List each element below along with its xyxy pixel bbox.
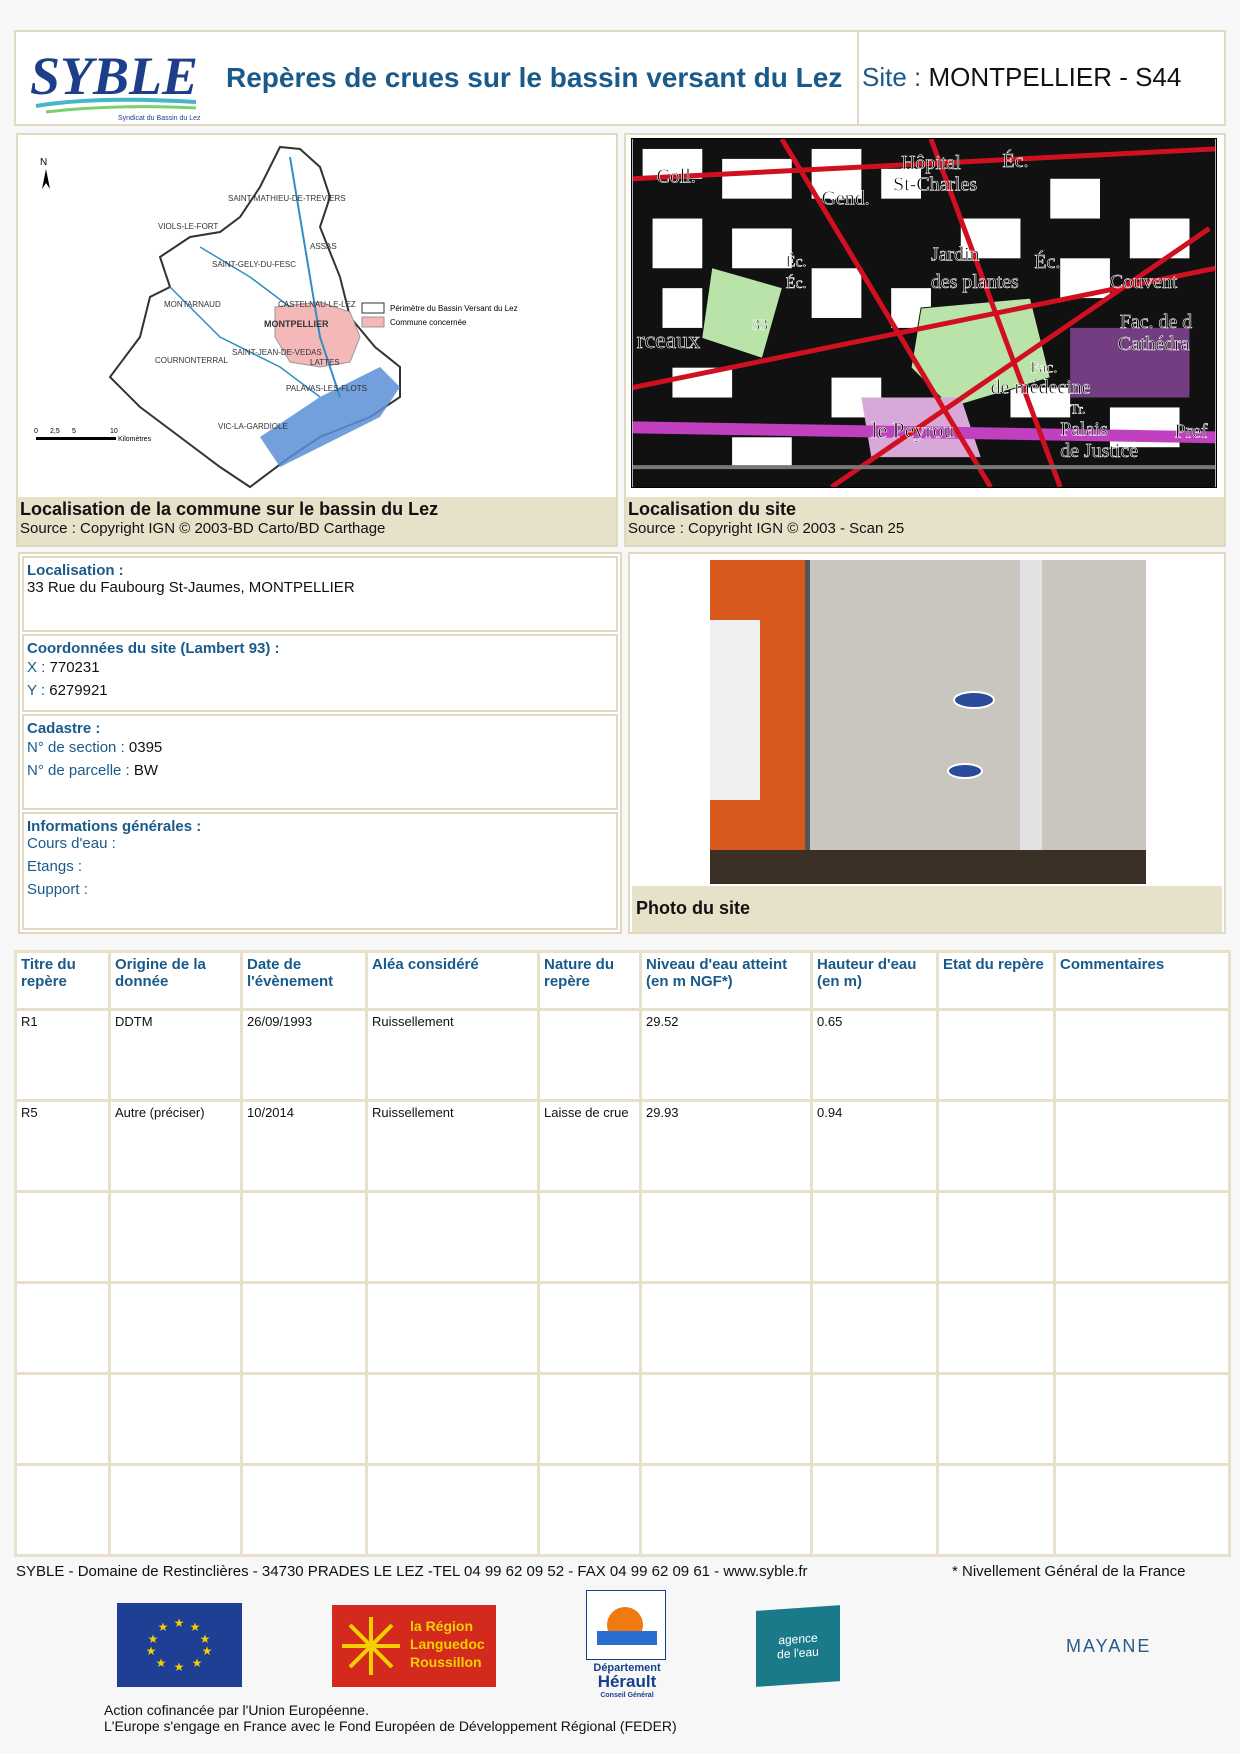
logo-text: SYBLE [30,46,199,106]
region-logo-line: Roussillon [410,1654,482,1670]
table-cell: R5 [16,1101,110,1192]
col-header: Titre du repère [16,952,110,1010]
svg-text:Palais: Palais [1060,418,1108,441]
map-right-caption-title: Localisation du site [628,499,797,519]
town-label: SAINT-MATHIEU-DE-TREVIERS [228,194,346,203]
svg-text:de Justice: de Justice [1060,440,1139,463]
map-panel-site [624,133,1226,547]
localisation-label: Localisation : [27,562,124,579]
table-cell: Ruissellement [367,1010,539,1101]
svg-text:Tr.: Tr. [1070,402,1086,418]
town-label: CASTELNAU-LE-LEZ [278,300,356,309]
svg-text:Fac.: Fac. [1030,359,1058,377]
table-cell [812,1192,938,1283]
svg-text:★: ★ [155,1656,167,1670]
region-logo [332,1605,496,1687]
map-right-caption-source: Source : Copyright IGN © 2003 - Scan 25 [628,520,905,537]
svg-text:Cathédra: Cathédra [1117,332,1190,355]
svg-text:Éc.: Éc. [1002,149,1029,172]
coords-label: Coordonnées du site (Lambert 93) : [27,640,280,657]
svg-text:Gend.: Gend. [821,187,870,210]
table-cell [938,1192,1055,1283]
support-label: Support : [27,881,88,898]
table-cell [539,1192,641,1283]
herault-logo [584,1590,670,1699]
table-cell: R1 [16,1010,110,1101]
svg-text:de médecine: de médecine [990,376,1091,399]
table-header-row [16,952,1230,1010]
table-cell [539,1010,641,1101]
table-cell [367,1192,539,1283]
town-label: ASSAS [310,242,337,251]
table-cell [938,1101,1055,1192]
svg-text:Coll.: Coll. [656,165,696,188]
site-value: MONTPELLIER - S44 [928,62,1182,92]
table-cell [1055,1010,1230,1101]
table-cell [110,1374,242,1465]
svg-text:Pref: Pref [1174,420,1208,443]
svg-text:★: ★ [145,1644,157,1658]
svg-text:★: ★ [173,1660,185,1674]
svg-text:10: 10 [110,428,118,435]
town-label: PALAVAS-LES-FLOTS [286,384,367,393]
svg-text:★: ★ [201,1644,213,1658]
photo-panel [628,552,1226,934]
agence-eau-logo [756,1605,840,1687]
table-cell [367,1374,539,1465]
section-label: N° de section : [27,739,125,756]
table-cell [539,1283,641,1374]
svg-text:★: ★ [191,1656,203,1670]
section-value: 0395 [128,739,163,756]
svg-text:★: ★ [147,1632,159,1646]
etangs-label: Etangs : [27,858,83,875]
logo-subtitle: Syndicat du Bassin du Lez [118,115,201,122]
info-panel [18,552,622,934]
table-cell: 10/2014 [242,1101,367,1192]
svg-text:5: 5 [72,428,76,435]
basin-map [20,137,616,489]
legend-commune-label: Commune concernée [390,318,467,327]
town-label: VIOLS-LE-FORT [158,222,219,231]
svg-text:0: 0 [34,428,38,435]
mayane-logo: MAYANE [1066,1636,1152,1656]
table-cell [110,1283,242,1374]
parcelle-label: N° de parcelle : [27,762,130,779]
table-cell: 26/09/1993 [242,1010,367,1101]
table-cell: Ruissellement [367,1101,539,1192]
table-cell [938,1374,1055,1465]
region-logo-line: la Région [410,1618,474,1634]
x-label: X : [27,659,46,676]
site-topo-map [631,138,1217,488]
table-cell [641,1192,812,1283]
svg-text:St-Charles: St-Charles [893,173,978,196]
table-cell [641,1374,812,1465]
table-cell [1055,1283,1230,1374]
svg-text:rceaux: rceaux [636,327,701,354]
svg-text:Éc.: Éc. [785,253,807,271]
table-cell [1055,1101,1230,1192]
agence-logo-line: de l'eau [777,1644,819,1662]
table-cell: 0.65 [812,1010,938,1101]
table-row [16,1192,1230,1283]
table-row [16,1010,1230,1101]
dept-logo-line: Conseil Général [600,1692,654,1699]
map-left-caption-source: Source : Copyright IGN © 2003-BD Carto/BD Carthage [20,520,386,537]
col-header: Hauteur d'eau (en m) [812,952,938,1010]
table-cell: Autre (préciser) [110,1101,242,1192]
town-label: SAINT-GELY-DU-FESC [212,260,297,269]
svg-text:Éc.: Éc. [785,275,807,293]
col-header: Etat du repère [938,952,1055,1010]
footer-address: SYBLE - Domaine de Restinclières - 34730 PRADES LE LEZ -TEL 04 99 62 09 52 - FAX 04 99 62 09 61 - www.syble.fr [16,1563,808,1580]
header-bar [14,30,1226,126]
cadastre-label: Cadastre : [27,720,101,737]
table-cell [16,1192,110,1283]
table-cell [938,1465,1055,1556]
table-row [16,1465,1230,1556]
table-cell: 0.94 [812,1101,938,1192]
photo-caption-title: Photo du site [636,898,750,918]
cadastre-box [22,714,618,810]
table-row [16,1283,1230,1374]
region-logo-line: Languedoc [410,1636,485,1652]
svg-text:Jardin: Jardin [930,243,980,266]
svg-text:2,5: 2,5 [50,428,60,435]
general-box [22,812,618,930]
svg-text:Éc.: Éc. [1034,251,1061,274]
table-cell: DDTM [110,1010,242,1101]
cofinance-line-1: Action cofinancée par l'Union Européenne. [104,1702,369,1718]
col-header: Nature du repère [539,952,641,1010]
table-row [16,1101,1230,1192]
table-cell: Laisse de crue [539,1101,641,1192]
legend-commune-swatch [362,317,384,327]
table-cell [242,1192,367,1283]
site-label: Site : [862,62,922,92]
svg-text:le Peyrou: le Peyrou [871,418,955,443]
svg-text:33: 33 [751,316,768,334]
svg-text:★: ★ [189,1620,201,1634]
table-cell [110,1192,242,1283]
table-cell [812,1465,938,1556]
svg-text:★: ★ [173,1616,185,1630]
localisation-value: 33 Rue du Faubourg St-Jaumes, MONTPELLIER [27,579,355,596]
table-cell [812,1283,938,1374]
table-cell [938,1010,1055,1101]
table-cell [812,1374,938,1465]
map-right-caption [626,497,1224,545]
town-label: MONTPELLIER [264,319,329,329]
map-left-caption [18,497,616,545]
dept-logo-line: Département [593,1662,661,1674]
syble-logo [26,38,206,122]
localisation-box [22,556,618,632]
cofinance-text [104,1702,677,1734]
table-cell [367,1465,539,1556]
table-cell [1055,1374,1230,1465]
map-left-caption-title: Localisation de la commune sur le bassin du Lez [20,499,439,519]
table-cell: 29.52 [641,1010,812,1101]
table-cell [539,1465,641,1556]
flood-marker-plate [948,764,982,778]
col-header: Origine de la donnée [110,952,242,1010]
y-label: Y : [27,682,46,699]
table-cell [1055,1465,1230,1556]
legend-perimetre-swatch [362,303,384,313]
svg-text:Couvent: Couvent [1109,271,1178,294]
cours-label: Cours d'eau : [27,835,116,852]
table-cell [367,1283,539,1374]
legend-perimetre-label: Périmètre du Bassin Versant du Lez [390,304,518,313]
col-header: Niveau d'eau atteint (en m NGF*) [641,952,812,1010]
site-photo [710,560,1146,884]
svg-text:des plantes: des plantes [930,271,1019,294]
table-cell: 29.93 [641,1101,812,1192]
col-header: Date de l'évènement [242,952,367,1010]
table-cell [641,1283,812,1374]
flood-marker-plate [954,692,994,708]
svg-text:Kilomètres: Kilomètres [118,436,152,443]
table-cell [16,1283,110,1374]
coords-box [22,634,618,712]
page-title: Repères de crues sur le bassin versant du Lez [226,62,843,93]
col-header: Aléa considéré [367,952,539,1010]
eu-flag-logo [117,1603,242,1687]
table-grid [14,950,1231,1557]
col-header: Commentaires [1055,952,1230,1010]
svg-text:★: ★ [199,1632,211,1646]
table-cell [938,1283,1055,1374]
site-id [862,62,1181,93]
north-label: N [40,157,48,168]
table-cell [242,1465,367,1556]
svg-text:Fac. de d: Fac. de d [1119,310,1193,333]
header-divider [857,32,859,124]
town-label: LATTES [310,358,340,367]
table-cell [539,1374,641,1465]
x-value: 770231 [49,659,100,676]
table-cell [641,1465,812,1556]
town-label: VIC-LA-GARDIOLE [218,422,288,431]
town-label: MONTARNAUD [164,300,221,309]
svg-text:Hôpital: Hôpital [901,151,961,174]
cofinance-line-2: L'Europe s'engage en France avec le Fond Européen de Développement Régional (FEDER) [104,1718,677,1734]
town-label: SAINT-JEAN-DE-VEDAS [232,348,322,357]
y-value: 6279921 [49,682,108,699]
scale-bar [36,437,116,440]
parcelle-value: BW [133,762,159,779]
general-label: Informations générales : [27,818,202,835]
dept-logo-line: Hérault [597,1672,657,1691]
town-label: COURNONTERRAL [155,356,228,365]
table-cell [110,1465,242,1556]
agence-logo-line: agence [778,1630,818,1648]
table-cell [16,1374,110,1465]
svg-text:★: ★ [157,1620,169,1634]
photo-caption [632,886,1222,932]
footer-note: * Nivellement Général de la France [952,1563,1186,1580]
table-cell [1055,1192,1230,1283]
map-panel-basin [16,133,618,547]
table-cell [242,1374,367,1465]
table-row [16,1374,1230,1465]
flood-marks-table [14,950,1228,1556]
table-cell [242,1283,367,1374]
table-cell [16,1465,110,1556]
